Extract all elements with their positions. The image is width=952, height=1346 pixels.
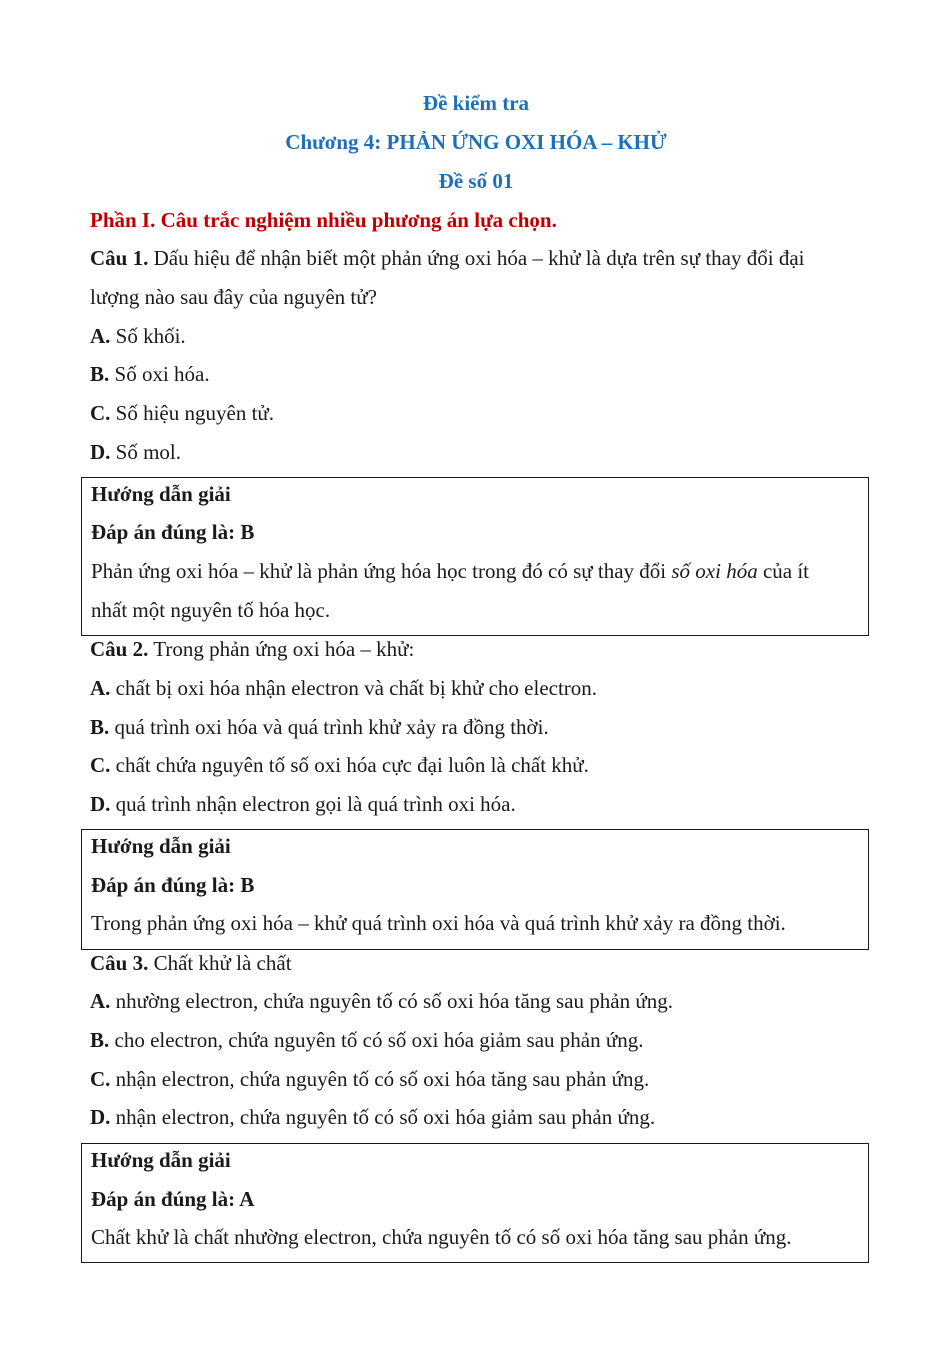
question-text: Trong phản ứng oxi hóa – khử: bbox=[148, 637, 415, 661]
chapter-title: Chương 4: PHẢN ỨNG OXI HÓA – KHỬ bbox=[285, 130, 667, 154]
option-c bbox=[90, 752, 870, 778]
option-text: Số hiệu nguyên tử. bbox=[110, 401, 275, 425]
solution-box-2 bbox=[81, 829, 869, 950]
option-a bbox=[90, 675, 870, 701]
option-key: C. bbox=[90, 1067, 111, 1091]
question-text: Chất khử là chất bbox=[148, 951, 292, 975]
explanation-cont: nhất một nguyên tố hóa học. bbox=[91, 598, 331, 622]
explanation: Chất khử là chất nhường electron, chứa nguyên tố có số oxi hóa tăng sau phản ứng. bbox=[91, 1225, 792, 1249]
option-b bbox=[90, 361, 870, 387]
option-key: B. bbox=[90, 1028, 110, 1052]
explanation-italic: số oxi hóa bbox=[671, 559, 758, 583]
section-heading: Phần I. Câu trắc nghiệm nhiều phương án lựa chọn. bbox=[90, 208, 557, 232]
question-2 bbox=[90, 636, 870, 662]
option-b bbox=[90, 714, 870, 740]
option-text: Số oxi hóa. bbox=[109, 362, 210, 386]
question-label: Câu 3. bbox=[90, 951, 149, 975]
option-d bbox=[90, 791, 870, 817]
correct-answer: Đáp án đúng là: B bbox=[91, 873, 255, 897]
option-text: Số mol. bbox=[110, 440, 182, 464]
option-key: D. bbox=[90, 1105, 111, 1129]
option-key: D. bbox=[90, 440, 111, 464]
option-key: A. bbox=[90, 676, 111, 700]
solution-box-1 bbox=[81, 477, 869, 636]
option-text: quá trình oxi hóa và quá trình khử xảy ra đồng thời. bbox=[109, 715, 549, 739]
doc-title: Đề kiểm tra bbox=[422, 91, 530, 115]
question-label: Câu 2. bbox=[90, 637, 149, 661]
solution-heading: Hướng dẫn giải bbox=[91, 482, 231, 506]
option-key: B. bbox=[90, 362, 110, 386]
option-text: nhận electron, chứa nguyên tố có số oxi hóa giảm sau phản ứng. bbox=[110, 1105, 656, 1129]
option-key: C. bbox=[90, 753, 111, 777]
solution-heading: Hướng dẫn giải bbox=[91, 834, 231, 858]
question-1-cont: lượng nào sau đây của nguyên tử? bbox=[90, 285, 377, 309]
question-3 bbox=[90, 950, 870, 976]
explanation-text: của ít bbox=[757, 559, 810, 583]
explanation: Trong phản ứng oxi hóa – khử quá trình oxi hóa và quá trình khử xảy ra đồng thời. bbox=[91, 911, 786, 935]
option-text: quá trình nhận electron gọi là quá trình oxi hóa. bbox=[110, 792, 516, 816]
question-1 bbox=[90, 245, 870, 271]
question-label: Câu 1. bbox=[90, 246, 149, 270]
option-key: A. bbox=[90, 989, 111, 1013]
option-d bbox=[90, 439, 870, 465]
option-c bbox=[90, 1066, 870, 1092]
correct-answer: Đáp án đúng là: B bbox=[91, 520, 255, 544]
solution-heading: Hướng dẫn giải bbox=[91, 1148, 231, 1172]
option-b bbox=[90, 1027, 870, 1053]
option-key: B. bbox=[90, 715, 110, 739]
option-a bbox=[90, 323, 870, 349]
exam-number: Đề số 01 bbox=[438, 169, 514, 193]
option-text: chất chứa nguyên tố số oxi hóa cực đại luôn là chất khử. bbox=[110, 753, 589, 777]
option-key: A. bbox=[90, 324, 111, 348]
option-c bbox=[90, 400, 870, 426]
explanation bbox=[91, 558, 871, 584]
option-key: D. bbox=[90, 792, 111, 816]
correct-answer: Đáp án đúng là: A bbox=[91, 1187, 255, 1211]
option-text: nhận electron, chứa nguyên tố có số oxi hóa tăng sau phản ứng. bbox=[110, 1067, 650, 1091]
solution-box-3 bbox=[81, 1143, 869, 1263]
option-a bbox=[90, 988, 870, 1014]
option-text: chất bị oxi hóa nhận electron và chất bị khử cho electron. bbox=[110, 676, 598, 700]
option-d bbox=[90, 1104, 870, 1130]
option-key: C. bbox=[90, 401, 111, 425]
option-text: cho electron, chứa nguyên tố có số oxi hóa giảm sau phản ứng. bbox=[109, 1028, 644, 1052]
question-text: Dấu hiệu để nhận biết một phản ứng oxi hóa – khử là dựa trên sự thay đổi đại bbox=[148, 246, 805, 270]
option-text: nhường electron, chứa nguyên tố có số oxi hóa tăng sau phản ứng. bbox=[110, 989, 673, 1013]
option-text: Số khối. bbox=[110, 324, 186, 348]
explanation-text: Phản ứng oxi hóa – khử là phản ứng hóa học trong đó có sự thay đổi bbox=[91, 559, 672, 583]
